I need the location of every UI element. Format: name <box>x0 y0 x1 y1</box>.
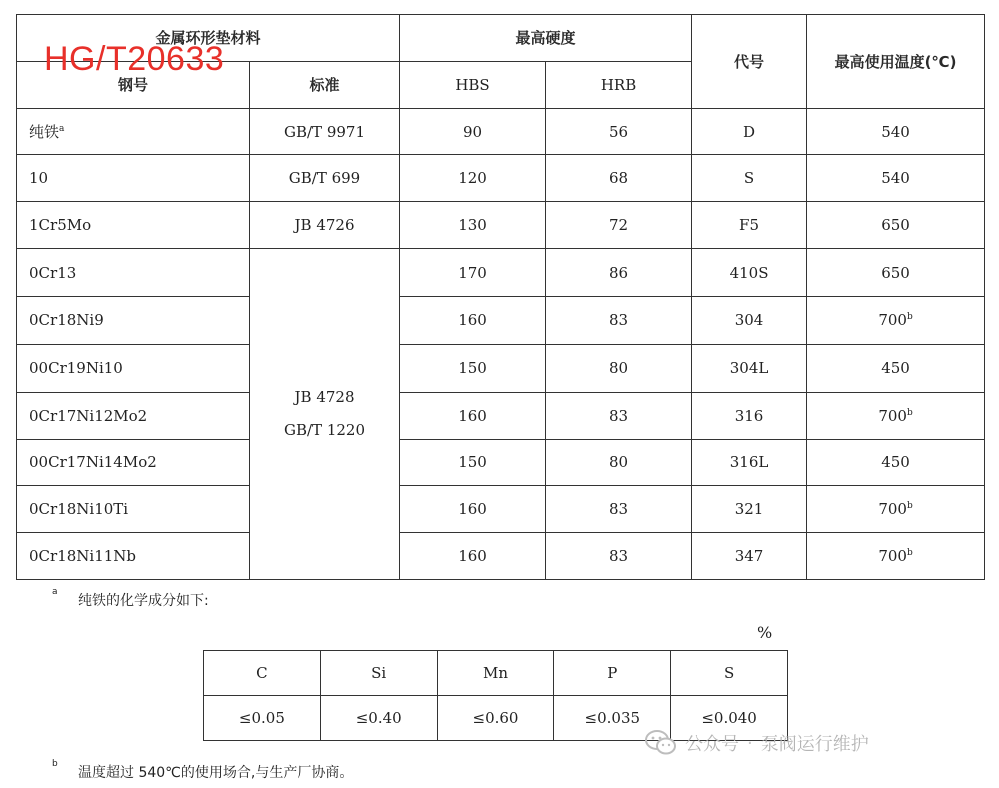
cell-grade <box>17 486 250 533</box>
cell-temp <box>807 486 985 533</box>
cell-temp-footnote-mark: b <box>906 548 913 559</box>
shared-standard-line-1: JB 4728 <box>294 388 355 407</box>
cell-grade-text: 0Cr18Ni9 <box>29 311 104 330</box>
composition-value-cell: ≤0.60 <box>437 696 554 741</box>
cell-code <box>692 108 807 155</box>
brand-label: 公众号 <box>685 734 739 755</box>
cell-grade-text: 0Cr18Ni10Ti <box>29 500 129 519</box>
cell-hrb-text: 80 <box>608 453 629 472</box>
cell-hbs-text: 160 <box>458 311 487 330</box>
cell-temp <box>807 296 985 344</box>
cell-hrb <box>546 108 692 155</box>
cell-code-text: 316 <box>734 406 764 425</box>
composition-header-cell: S <box>671 651 788 696</box>
cell-hbs <box>400 344 546 392</box>
table-row <box>17 296 985 344</box>
cell-code-text: 410S <box>729 263 769 282</box>
cell-standard-text: GB/T 699 <box>288 169 361 188</box>
cell-temp-text: 540 <box>881 169 910 188</box>
cell-code-text: 304L <box>729 359 769 378</box>
cell-temp-text: 540 <box>881 122 910 141</box>
cell-temp <box>807 533 985 580</box>
header-hrb: HRB <box>546 61 692 108</box>
cell-grade-text: 10 <box>29 169 49 188</box>
cell-hbs-text: 120 <box>458 169 487 188</box>
header-max-hardness: 最高硬度 <box>400 15 692 62</box>
composition-header-cell: P <box>554 651 671 696</box>
cell-code <box>692 392 807 439</box>
cell-standard-shared <box>250 249 400 580</box>
table-row <box>17 344 985 392</box>
cell-grade-text: 0Cr18Ni11Nb <box>29 547 137 566</box>
cell-temp <box>807 392 985 439</box>
cell-grade <box>17 108 250 155</box>
cell-code <box>692 249 807 297</box>
cell-grade <box>17 439 250 486</box>
cell-hbs-text: 90 <box>462 122 483 141</box>
cell-grade-text: 00Cr19Ni10 <box>29 359 123 378</box>
brand-separator: · <box>747 732 753 754</box>
cell-code <box>692 344 807 392</box>
cell-hbs-text: 160 <box>458 406 487 425</box>
cell-temp-text: 700 <box>878 547 907 566</box>
cell-code-text: 304 <box>734 311 764 330</box>
cell-code-text: F5 <box>739 216 759 235</box>
footnote-a <box>52 587 209 610</box>
cell-standard-text: JB 4726 <box>294 216 355 235</box>
footnote-b-mark: b <box>52 759 58 769</box>
cell-hbs <box>400 392 546 439</box>
cell-hbs-text: 160 <box>458 547 487 566</box>
cell-grade-text: 00Cr17Ni14Mo2 <box>29 453 157 472</box>
cell-hrb-text: 83 <box>608 547 629 566</box>
cell-hrb <box>546 249 692 297</box>
cell-hrb <box>546 392 692 439</box>
cell-hbs-text: 160 <box>458 500 487 519</box>
cell-standard <box>250 155 400 202</box>
cell-hrb <box>546 439 692 486</box>
cell-grade-text: 1Cr5Mo <box>29 216 92 235</box>
cell-temp-text: 650 <box>881 263 910 282</box>
cell-grade <box>17 296 250 344</box>
header-max-temperature: 最高使用温度(℃) <box>807 15 985 109</box>
cell-hrb-text: 83 <box>608 406 629 425</box>
composition-value-cell: ≤0.40 <box>320 696 437 741</box>
cell-grade-text: 纯铁 <box>29 123 60 142</box>
cell-grade <box>17 533 250 580</box>
cell-hrb <box>546 533 692 580</box>
table-row <box>17 155 985 202</box>
header-standard: 标准 <box>250 61 400 108</box>
composition-header-cell: C <box>204 651 321 696</box>
cell-hrb-text: 83 <box>608 311 629 330</box>
table-row <box>17 202 985 249</box>
cell-grade <box>17 155 250 202</box>
cell-hrb <box>546 296 692 344</box>
cell-hrb-text: 86 <box>608 263 629 282</box>
composition-value-cell: ≤0.035 <box>554 696 671 741</box>
cell-hbs <box>400 439 546 486</box>
cell-temp <box>807 249 985 297</box>
cell-hrb <box>546 344 692 392</box>
brand-name: 泵阀运行维护 <box>760 734 869 755</box>
cell-hrb-text: 56 <box>608 122 629 141</box>
cell-code-text: 347 <box>734 547 764 566</box>
cell-hbs-text: 170 <box>458 263 487 282</box>
header-grade: 钢号 <box>17 61 250 108</box>
cell-temp <box>807 344 985 392</box>
cell-hbs <box>400 533 546 580</box>
header-hbs: HBS <box>400 61 546 108</box>
header-metal-gasket-material: 金属环形垫材料 <box>17 15 400 62</box>
table-body <box>17 108 985 579</box>
footnote-b-text: 温度超过 540℃的使用场合,与生产厂协商。 <box>78 765 354 781</box>
composition-value-cell: ≤0.05 <box>204 696 321 741</box>
table-row <box>17 439 985 486</box>
cell-hbs-text: 150 <box>458 453 487 472</box>
cell-hrb <box>546 486 692 533</box>
cell-hbs <box>400 249 546 297</box>
table-row <box>17 486 985 533</box>
cell-grade-text: 0Cr17Ni12Mo2 <box>29 406 148 425</box>
cell-temp <box>807 202 985 249</box>
gasket-material-table <box>16 14 985 580</box>
composition-header-cell: Mn <box>437 651 554 696</box>
header-code: 代号 <box>692 15 807 109</box>
table-row <box>17 108 985 155</box>
cell-code <box>692 486 807 533</box>
cell-hbs <box>400 108 546 155</box>
cell-hbs <box>400 486 546 533</box>
cell-code-text: D <box>743 122 756 141</box>
cell-standard <box>250 108 400 155</box>
wechat-brand-watermark <box>645 729 869 757</box>
table-row <box>17 392 985 439</box>
cell-grade-text: 0Cr13 <box>29 263 77 282</box>
cell-temp-text: 450 <box>881 359 910 378</box>
cell-hrb-text: 80 <box>608 359 629 378</box>
cell-grade <box>17 202 250 249</box>
cell-temp-footnote-mark: b <box>906 407 913 418</box>
cell-grade-footnote-mark: a <box>59 124 65 135</box>
cell-temp-text: 700 <box>878 406 907 425</box>
cell-hbs-text: 150 <box>458 359 487 378</box>
cell-hrb <box>546 155 692 202</box>
cell-hrb <box>546 202 692 249</box>
cell-code <box>692 533 807 580</box>
cell-hrb-text: 83 <box>608 500 629 519</box>
cell-hrb-text: 72 <box>608 216 629 235</box>
unit-label: % <box>757 623 773 642</box>
cell-temp-footnote-mark: b <box>906 312 913 323</box>
shared-standard-line-2: GB/T 1220 <box>284 421 366 440</box>
cell-hrb-text: 68 <box>608 169 629 188</box>
cell-standard <box>250 202 400 249</box>
cell-code-text: 321 <box>734 500 764 519</box>
composition-header-row <box>204 651 788 696</box>
cell-hbs-text: 130 <box>458 216 487 235</box>
cell-temp-footnote-mark: b <box>906 501 913 512</box>
iron-composition-table <box>203 650 788 741</box>
composition-header-cell: Si <box>320 651 437 696</box>
cell-temp <box>807 155 985 202</box>
cell-code <box>692 296 807 344</box>
table-row <box>17 249 985 297</box>
cell-code <box>692 155 807 202</box>
table-row <box>17 533 985 580</box>
cell-grade <box>17 344 250 392</box>
cell-code-text: S <box>743 169 755 188</box>
cell-temp-text: 700 <box>878 311 907 330</box>
cell-grade <box>17 392 250 439</box>
cell-temp <box>807 108 985 155</box>
cell-grade <box>17 249 250 297</box>
footnote-b <box>52 759 354 782</box>
cell-temp-text: 450 <box>881 453 910 472</box>
cell-hbs <box>400 202 546 249</box>
cell-hbs <box>400 155 546 202</box>
composition-value-cell: ≤0.040 <box>671 696 788 741</box>
watermark: HG/T20633 <box>44 40 225 78</box>
cell-code <box>692 202 807 249</box>
cell-standard-text: GB/T 9971 <box>284 122 366 141</box>
cell-temp-text: 650 <box>881 216 910 235</box>
cell-hbs <box>400 296 546 344</box>
cell-code <box>692 439 807 486</box>
wechat-icon <box>645 729 677 757</box>
footnote-a-mark: a <box>52 587 58 597</box>
cell-temp <box>807 439 985 486</box>
footnote-a-text: 纯铁的化学成分如下: <box>78 593 209 609</box>
cell-temp-text: 700 <box>878 500 907 519</box>
cell-code-text: 316L <box>729 453 769 472</box>
